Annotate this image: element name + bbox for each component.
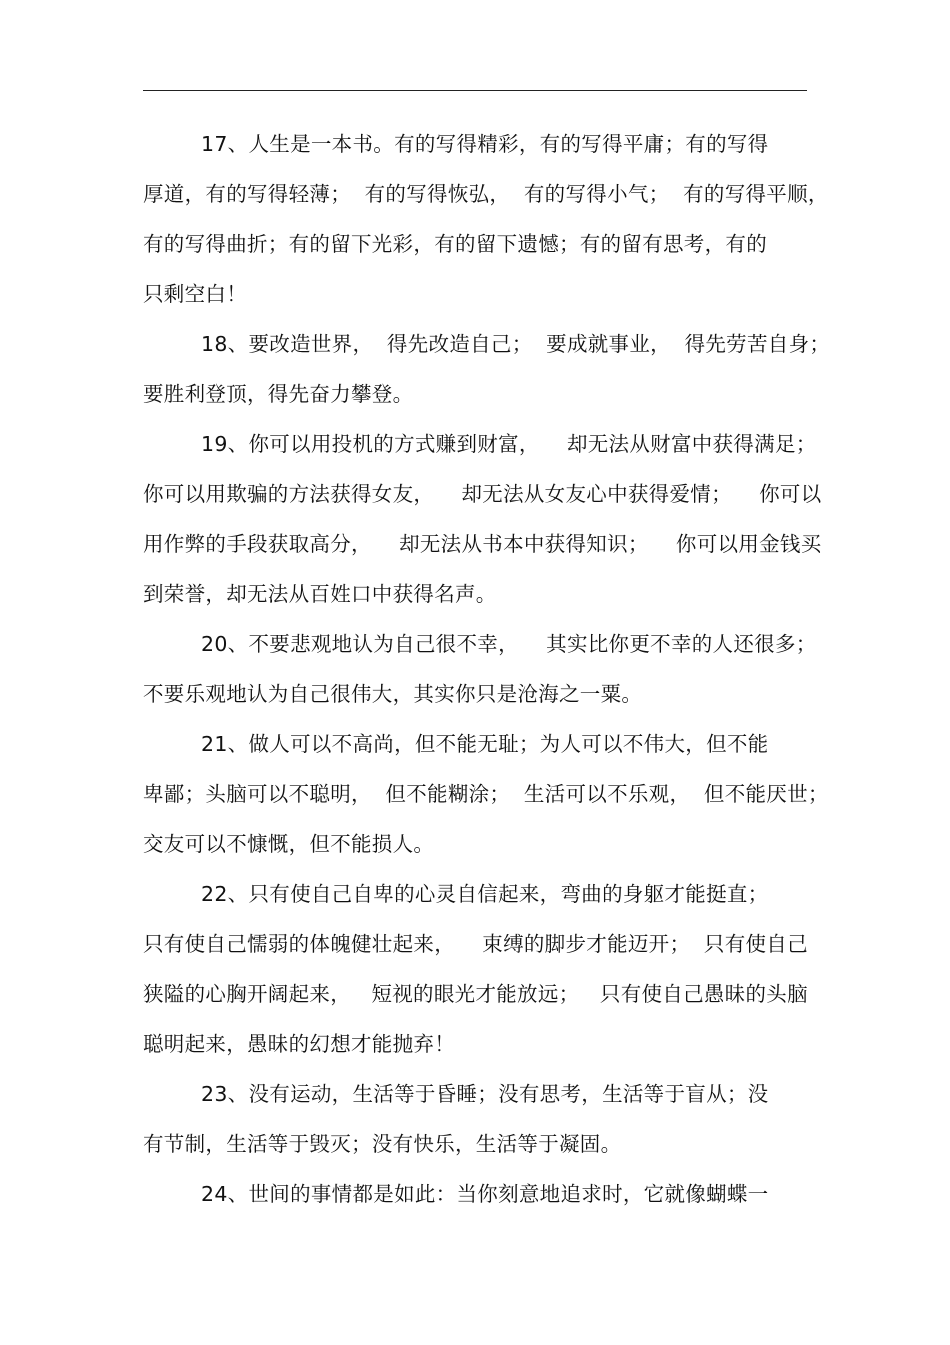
text-line: 20、不要悲观地认为自己很不幸， 其实比你更不幸的人还很多； <box>201 632 817 656</box>
text-line: 交友可以不慷慨，但不能损人。 <box>143 832 435 856</box>
text-line: 狭隘的心胸开阔起来， 短视的眼光才能放远； 只有使自己愚昧的头脑 <box>143 982 808 1006</box>
text-line: 厚道，有的写得轻薄； 有的写得恢弘， 有的写得小气； 有的写得平顺， <box>143 182 829 206</box>
text-line: 有的写得曲折；有的留下光彩，有的留下遗憾；有的留有思考，有的 <box>143 232 767 256</box>
header-rule <box>143 90 807 91</box>
text-line: 只有使自己懦弱的体魄健壮起来， 束缚的脚步才能迈开； 只有使自己 <box>143 932 808 956</box>
text-line: 22、只有使自己自卑的心灵自信起来，弯曲的身躯才能挺直； <box>201 882 769 906</box>
text-line: 17、人生是一本书。有的写得精彩，有的写得平庸；有的写得 <box>201 132 769 156</box>
text-line: 21、做人可以不高尚，但不能无耻；为人可以不伟大，但不能 <box>201 732 769 756</box>
text-line: 18、要改造世界， 得先改造自己； 要成就事业， 得先劳苦自身； <box>201 332 831 356</box>
text-line: 19、你可以用投机的方式赚到财富， 却无法从财富中获得满足； <box>201 432 817 456</box>
text-line: 用作弊的手段获取高分， 却无法从书本中获得知识； 你可以用金钱买 <box>143 532 822 556</box>
text-line: 要胜利登顶，得先奋力攀登。 <box>143 382 414 406</box>
text-line: 只剩空白！ <box>143 282 247 306</box>
text-line: 你可以用欺骗的方法获得女友， 却无法从女友心中获得爱情； 你可以 <box>143 482 822 506</box>
text-line: 24、世间的事情都是如此：当你刻意地追求时，它就像蝴蝶一 <box>201 1182 769 1206</box>
text-line: 聪明起来，愚昧的幻想才能抛弃！ <box>143 1032 455 1056</box>
text-line: 有节制，生活等于毁灭；没有快乐，生活等于凝固。 <box>143 1132 622 1156</box>
text-line: 到荣誉，却无法从百姓口中获得名声。 <box>143 582 497 606</box>
text-line: 卑鄙；头脑可以不聪明， 但不能糊涂； 生活可以不乐观， 但不能厌世； <box>143 782 829 806</box>
text-line: 不要乐观地认为自己很伟大，其实你只是沧海之一粟。 <box>143 682 643 706</box>
text-line: 23、没有运动，生活等于昏睡；没有思考，生活等于盲从；没 <box>201 1082 769 1106</box>
